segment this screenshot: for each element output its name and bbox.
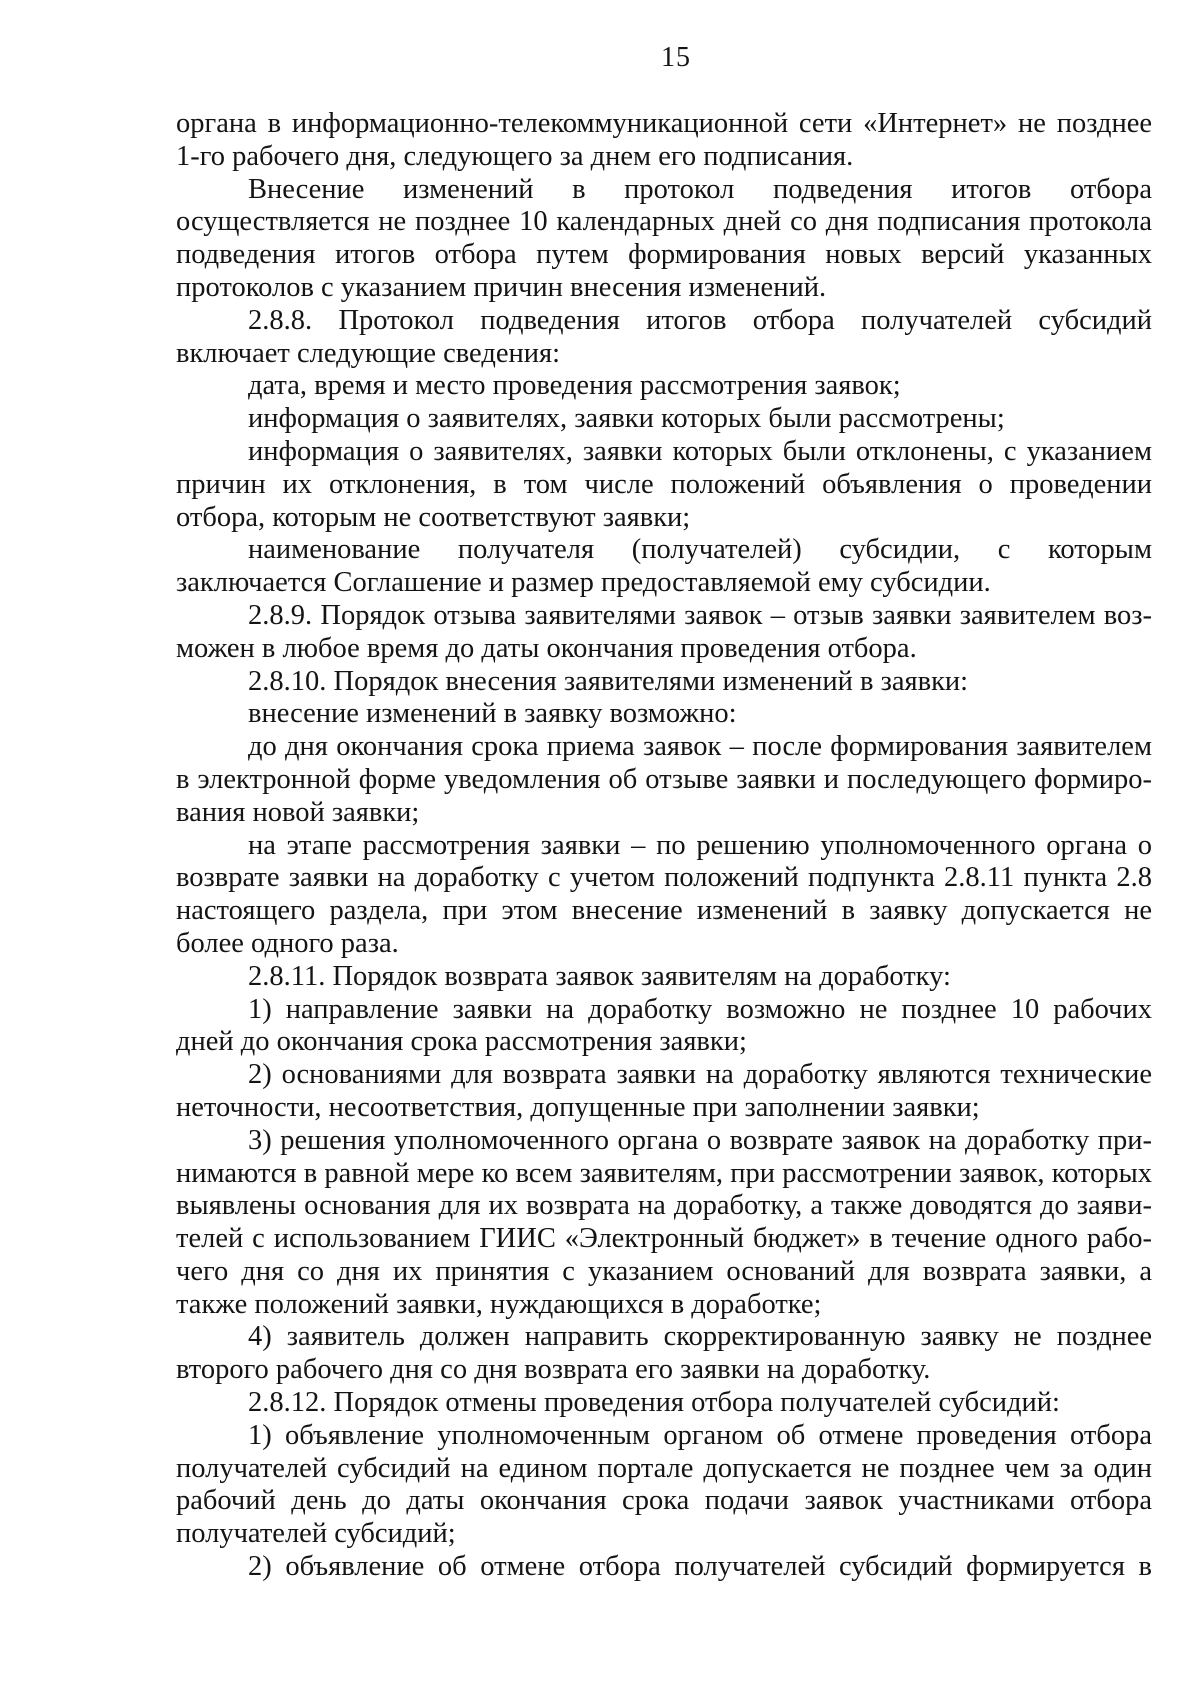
paragraph: 2.8.10. Порядок внесения заявителями изменений в заявки: [248, 665, 969, 697]
paragraph: 1) объявление уполномоченным органом об отмене проведения отбора получателей субсидий на едином портале допускается не позднее чем за один рабочий день до даты окончания срока подачи заявок участниками отбора получателей субсидий; [176, 1419, 1152, 1550]
paragraph: 2.8.11. Порядок возврата заявок заявителям на доработку: [248, 960, 951, 992]
paragraph: наименование получателя (получателей) субсидии, с которым заключается Соглашение и размер предоставляемой ему субсидии. [176, 534, 1152, 599]
paragraph: 2) объявление об отмене отбора получателей субсидий формируется в [248, 1551, 1152, 1583]
paragraph: 2.8.12. Порядок отмены проведения отбора получателей субсидий: [248, 1387, 1060, 1419]
paragraph: 2.8.8. Протокол подведения итогов отбора получателей субсидий включает следующие сведения: [176, 304, 1152, 369]
page-number: 15 [661, 42, 691, 73]
paragraph: 2) основаниями для возврата заявки на доработку являются технические неточности, несоответствия, допущенные при заполнении заявки; [176, 1059, 1152, 1123]
paragraph: дата, время и место проведения рассмотрения заявок; [248, 370, 901, 402]
paragraph: на этапе рассмотрения заявки – по решению уполномоченного органа о возврате заявки на доработку с учетом положений подпункта 2.8.11 пункта 2.8 настоящего раздела, при этом внесение изменений в заявку допускается не более одного раза. [176, 829, 1152, 959]
paragraph: Внесение изменений в протокол подведения итогов отбора осуществляется не позднее 10 календарных дней со дня подписания протокола подведения итогов отбора путем формирования новых версий указанных протоколов с указанием причин внесения изменений. [176, 173, 1152, 303]
paragraph: информация о заявителях, заявки которых были отклонены, с указанием причин их отклонения, в том числе положений объявления о проведении отбора, которым не соответствуют заявки; [176, 435, 1152, 533]
paragraph: до дня окончания срока приема заявок – после формирования заявителем в электронной форме уведомления об отзыве заявки и последующего формирования новой заявки; [176, 731, 1152, 828]
paragraph: 4) заявитель должен направить скорректированную заявку не позднее второго рабочего дня со дня возврата его заявки на доработку. [176, 1321, 1152, 1386]
paragraph: 1) направление заявки на доработку возможно не позднее 10 рабочих дней до окончания срока рассмотрения заявки; [176, 993, 1152, 1058]
paragraph: информация о заявителях, заявки которых были рассмотрены; [248, 403, 1005, 435]
paragraph: органа в информационно-телекоммуникационной сети «Интернет» не позднее 1-го рабочего дня, следующего за днем его подписания. [176, 108, 1152, 172]
paragraph: 2.8.9. Порядок отзыва заявителями заявок – отзыв заявки заявителем возможен в любое время до даты окончания проведения отбора. [176, 599, 1152, 664]
document-body [176, 108, 1152, 1584]
paragraph: 3) решения уполномоченного органа о возврате заявок на доработку принимаются в равной мере ко всем заявителям, при рассмотрении заявок, которых выявлены основания для их возврата на доработку, а также доводятся до заявителей с использованием ГИИС «Электронный бюджет» в течение одного рабочего дня со дня их принятия с указанием оснований для возврата заявки, а также положений заявки, нуждающихся в доработке; [176, 1124, 1152, 1320]
paragraph: внесение изменений в заявку возможно: [248, 698, 737, 730]
